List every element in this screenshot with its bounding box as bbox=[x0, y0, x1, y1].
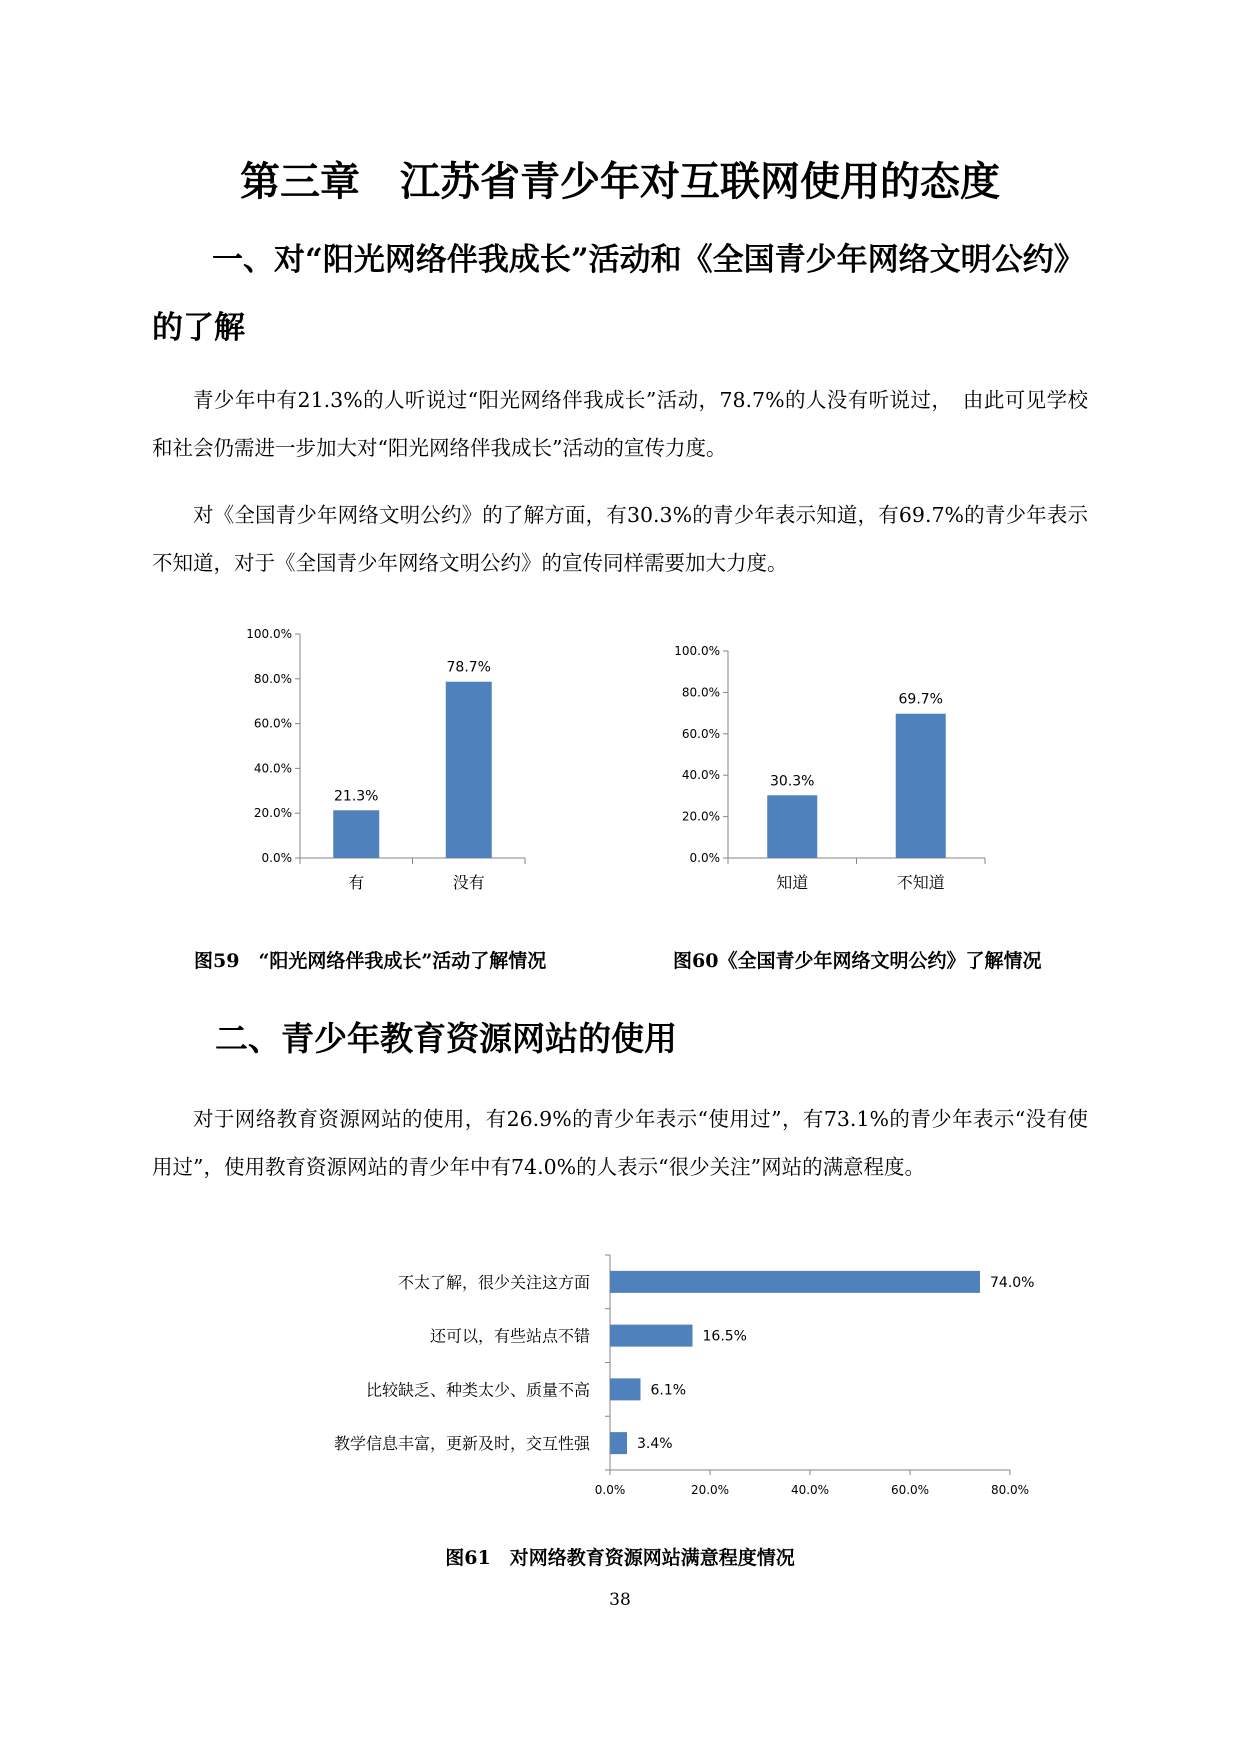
data-label-2: 69.7% bbox=[898, 691, 943, 708]
y-tick-label: 20.0% bbox=[681, 809, 720, 824]
figure59-bar-chart bbox=[230, 620, 550, 900]
y-tick-label: 40.0% bbox=[681, 768, 720, 783]
category-label-2: 还可以，有些站点不错 bbox=[429, 1326, 590, 1346]
y-tick-label: 100.0% bbox=[246, 627, 292, 641]
x-tick-label: 40.0% bbox=[790, 1483, 830, 1497]
chapter-title: 第三章 江苏省青少年对互联网使用的态度 bbox=[240, 158, 1000, 205]
category-label-4: 教学信息丰富，更新及时，交互性强 bbox=[333, 1434, 590, 1454]
y-tick-label: 60.0% bbox=[681, 726, 720, 741]
y-tick-label: 100.0% bbox=[674, 644, 720, 658]
data-label-1: 74.0% bbox=[990, 1274, 1035, 1291]
data-label-3: 6.1% bbox=[650, 1382, 687, 1399]
figure59-caption: 图59 “阳光网络伴我成长”活动了解情况 bbox=[194, 950, 547, 972]
category-label-1: 不太了解，很少关注这方面 bbox=[397, 1272, 590, 1292]
figure60-bar-chart bbox=[660, 634, 1000, 900]
data-label-2: 16.5% bbox=[702, 1328, 747, 1345]
y-tick-label: 60.0% bbox=[253, 716, 292, 731]
section1-heading-line2: 的了解 bbox=[152, 310, 245, 346]
bar-2 bbox=[896, 714, 946, 858]
category-label-1: 知道 bbox=[776, 873, 809, 892]
bar-1 bbox=[767, 795, 817, 858]
bar-2 bbox=[610, 1325, 693, 1347]
y-tick-label: 80.0% bbox=[253, 671, 292, 686]
y-tick-label: 0.0% bbox=[261, 851, 292, 865]
x-tick-label: 20.0% bbox=[690, 1483, 730, 1497]
x-tick-label: 0.0% bbox=[594, 1483, 626, 1497]
data-label-1: 21.3% bbox=[334, 788, 379, 805]
bar-4 bbox=[610, 1432, 627, 1454]
figure61-caption: 图61 对网络教育资源网站满意程度情况 bbox=[445, 1547, 795, 1569]
data-label-1: 30.3% bbox=[770, 773, 815, 790]
y-tick-label: 20.0% bbox=[253, 806, 292, 821]
figure60-caption: 图60《全国青少年网络文明公约》了解情况 bbox=[673, 950, 1042, 972]
page-number: 38 bbox=[609, 1590, 631, 1610]
figure61-horizontal-bar-chart bbox=[260, 1235, 1060, 1495]
y-tick-label: 80.0% bbox=[681, 685, 720, 700]
category-label-1: 有 bbox=[348, 873, 365, 892]
category-label-2: 不知道 bbox=[896, 873, 945, 892]
category-label-2: 没有 bbox=[452, 873, 485, 892]
x-tick-label: 80.0% bbox=[990, 1483, 1030, 1497]
bar-1 bbox=[333, 810, 379, 858]
y-tick-label: 0.0% bbox=[689, 851, 720, 865]
bar-1 bbox=[610, 1271, 980, 1293]
data-label-2: 78.7% bbox=[446, 659, 491, 676]
section2-paragraph: 对于网络教育资源网站的使用，有26.9%的青少年表示“使用过”，有73.1%的青少年表示“没有使用过”，使用教育资源网站的青少年中有74.0%的人表示“很少关注”网站的满意程度。 bbox=[152, 1107, 1088, 1179]
section1-paragraph-1: 青少年中有21.3%的人听说过“阳光网络伴我成长”活动，78.7%的人没有听说过， 由此可见学校和社会仍需进一步加大对“阳光网络伴我成长”活动的宣传力度。 bbox=[152, 388, 1088, 460]
x-tick-label: 60.0% bbox=[890, 1483, 930, 1497]
section1-heading-line1: 一、对“阳光网络伴我成长”活动和《全国青少年网络文明公约》 bbox=[212, 242, 1085, 278]
category-label-3: 比较缺乏、种类太少、质量不高 bbox=[365, 1380, 590, 1400]
y-tick-label: 40.0% bbox=[253, 761, 292, 776]
bar-2 bbox=[446, 682, 492, 858]
data-label-4: 3.4% bbox=[637, 1436, 673, 1453]
section1-paragraph-2: 对《全国青少年网络文明公约》的了解方面，有30.3%的青少年表示知道，有69.7%的青少年表示不知道，对于《全国青少年网络文明公约》的宣传同样需要加大力度。 bbox=[152, 503, 1088, 575]
section2-heading: 二、青少年教育资源网站的使用 bbox=[215, 1019, 677, 1058]
bar-3 bbox=[610, 1378, 641, 1400]
